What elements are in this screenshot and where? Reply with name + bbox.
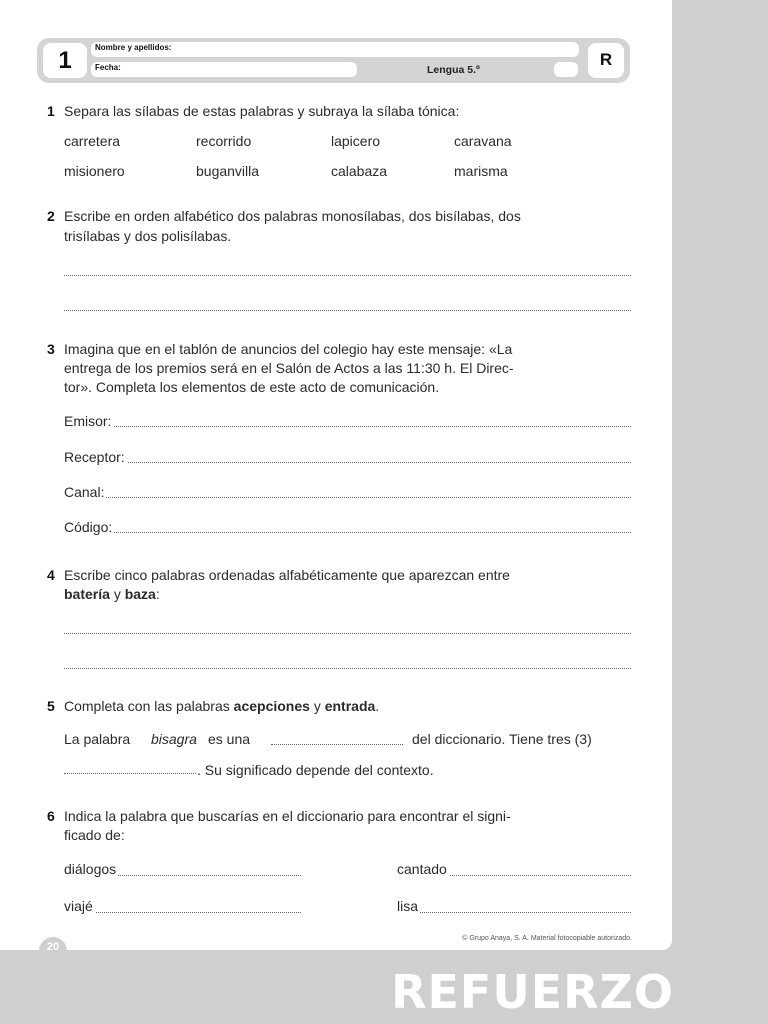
exercise-instruction-line: Escribe cinco palabras ordenadas alfabéticamente que aparezcan entre xyxy=(64,567,510,583)
exercise-instruction-line: tor». Completa los elementos de este acto de comunicación. xyxy=(64,379,440,395)
unit-number: 1 xyxy=(43,43,87,78)
field-label-codigo: Código: xyxy=(64,519,113,535)
punctuation: : xyxy=(155,586,160,602)
receptor-answer-line[interactable] xyxy=(64,462,631,463)
exercise-instruction-line: entrega de los premios será en el Salón de Actos a las 11:30 h. El Direc- xyxy=(64,360,514,376)
exercise-number: 4 xyxy=(47,567,55,583)
name-field[interactable] xyxy=(91,42,579,57)
grade-field[interactable] xyxy=(554,62,578,77)
word: caravana xyxy=(454,133,512,149)
field-label-receptor: Receptor: xyxy=(64,449,125,465)
answer-line[interactable] xyxy=(64,668,631,669)
exercise-instruction: Separa las sílabas de estas palabras y subraya la sílaba tónica: xyxy=(64,103,460,119)
item-label: lisa xyxy=(397,898,419,914)
emisor-answer-line[interactable] xyxy=(64,426,631,427)
subject-label: Lengua 5.º xyxy=(427,64,480,76)
exercise-instruction-line: ficado de: xyxy=(64,827,125,843)
keyword: batería xyxy=(64,586,110,602)
connector: y xyxy=(113,586,121,602)
field-label-emisor: Emisor: xyxy=(64,413,112,429)
word: calabaza xyxy=(331,163,388,179)
exercise-number: 2 xyxy=(47,208,55,224)
word: misionero xyxy=(64,163,125,179)
sentence-part: del diccionario. Tiene tres (3) xyxy=(412,731,592,747)
sentence-part: La palabra xyxy=(64,731,131,747)
answer-line-lisa[interactable] xyxy=(397,912,631,913)
name-label: Nombre y apellidos: xyxy=(95,43,172,52)
instruction-text: Completa con las palabras xyxy=(64,698,230,714)
exercise-number: 1 xyxy=(47,103,55,119)
exercise-instruction xyxy=(64,697,544,717)
word: carretera xyxy=(64,133,121,149)
answer-line-viaje[interactable] xyxy=(64,912,301,913)
page-number: 20 xyxy=(39,937,67,965)
header-bar xyxy=(37,38,630,83)
word: lapicero xyxy=(331,133,381,149)
exercise-instruction-line: trisílabas y dos polisílabas. xyxy=(64,228,232,244)
exercise-number: 3 xyxy=(47,341,55,357)
word: marisma xyxy=(454,163,508,179)
section-banner: REFUERZO xyxy=(391,965,674,1019)
connector: y xyxy=(313,698,321,714)
word: buganvilla xyxy=(196,163,260,179)
exercise-instruction-line: Escribe en orden alfabético dos palabras monosílabas, dos bisílabas, dos xyxy=(64,208,521,224)
word: recorrido xyxy=(196,133,252,149)
level-badge: R xyxy=(588,43,624,78)
answer-line[interactable] xyxy=(64,633,631,634)
keyword: entrada xyxy=(324,698,376,714)
codigo-answer-line[interactable] xyxy=(64,532,631,533)
blank-line[interactable] xyxy=(64,773,196,774)
field-label-canal: Canal: xyxy=(64,484,105,500)
date-label: Fecha: xyxy=(95,63,121,72)
item-label: viajé xyxy=(64,898,93,914)
item-label: diálogos xyxy=(64,861,117,877)
copyright-notice: © Grupo Anaya, S. A. Material fotocopiable autorizado. xyxy=(462,935,632,942)
right-margin-band xyxy=(672,0,768,950)
answer-line[interactable] xyxy=(64,275,631,276)
exercise-number: 5 xyxy=(47,698,55,714)
punctuation: . xyxy=(375,698,380,714)
keyword: acepciones xyxy=(233,698,310,714)
sentence-part: es una xyxy=(208,731,251,747)
exercise-instruction-line xyxy=(64,585,544,605)
date-field[interactable] xyxy=(91,62,357,77)
exercise-instruction-line: Indica la palabra que buscarías en el diccionario para encontrar el signi- xyxy=(64,808,511,824)
item-label: cantado xyxy=(397,861,447,877)
sentence-part: . Su significado depende del contexto. xyxy=(197,762,434,778)
exercise-instruction-line: Imagina que en el tablón de anuncios del colegio hay este mensaje: «La xyxy=(64,341,513,357)
answer-line[interactable] xyxy=(64,310,631,311)
canal-answer-line[interactable] xyxy=(64,497,631,498)
exercise-number: 6 xyxy=(47,808,55,824)
sentence-italic-word: bisagra xyxy=(151,731,197,747)
blank-line[interactable] xyxy=(271,744,403,745)
keyword: baza xyxy=(124,586,156,602)
